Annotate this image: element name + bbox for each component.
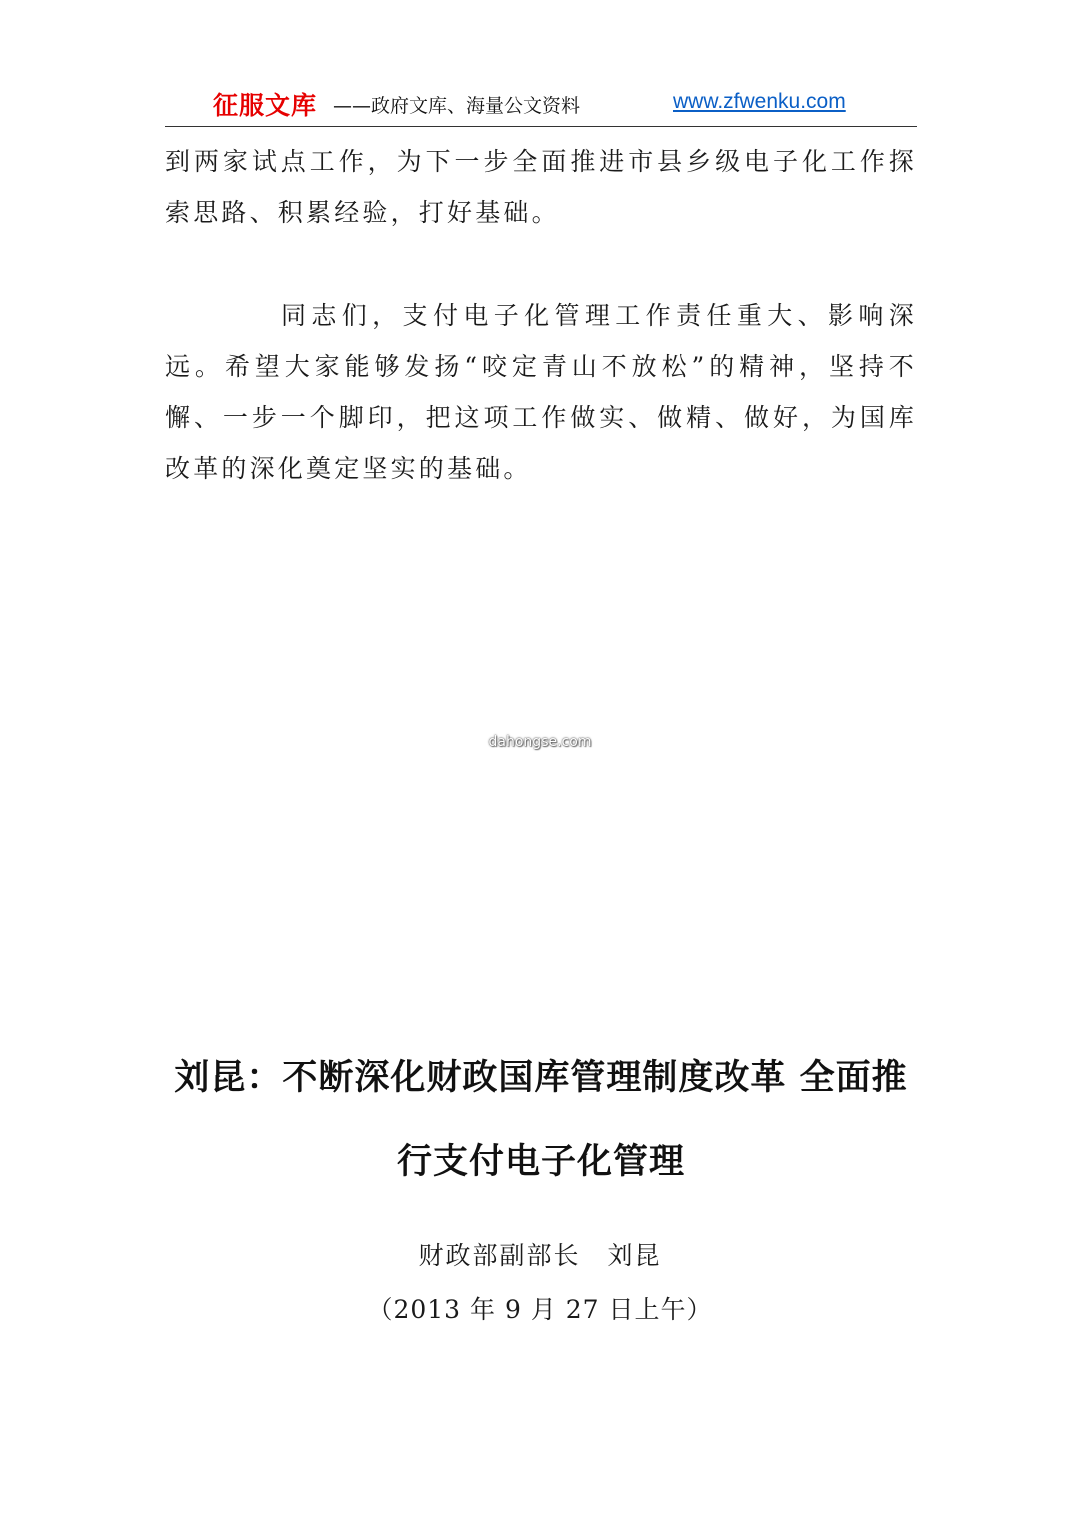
brand-logo-text: 征服文库 [213,91,318,120]
article-author: 财政部副部长 刘昆 [418,1241,662,1270]
body-paragraph: 到两家试点工作，为下一步全面推进市县乡级电子化工作探索思路、积累经验，打好基础。 [165,147,917,227]
header-slogan: ——政府文库、海量公文资料 [333,95,581,117]
watermark: dahongse.com [488,734,592,750]
page-header [165,84,917,127]
site-url-link[interactable]: www.zfwenku.com [673,90,846,113]
body-paragraph: 同志们，支付电子化管理工作责任重大、影响深远。希望大家能够发扬“咬定青山不放松”的精神，坚持不懈、一步一个脚印，把这项工作做实、做精、做好，为国库改革的深化奠定坚实的基础。 [165,301,917,483]
article-date: （2013 年 9 月 27 日上午） [367,1295,713,1324]
article-title: 刘昆：不断深化财政国库管理制度改革 全面推行支付电子化管理 [174,1058,908,1182]
